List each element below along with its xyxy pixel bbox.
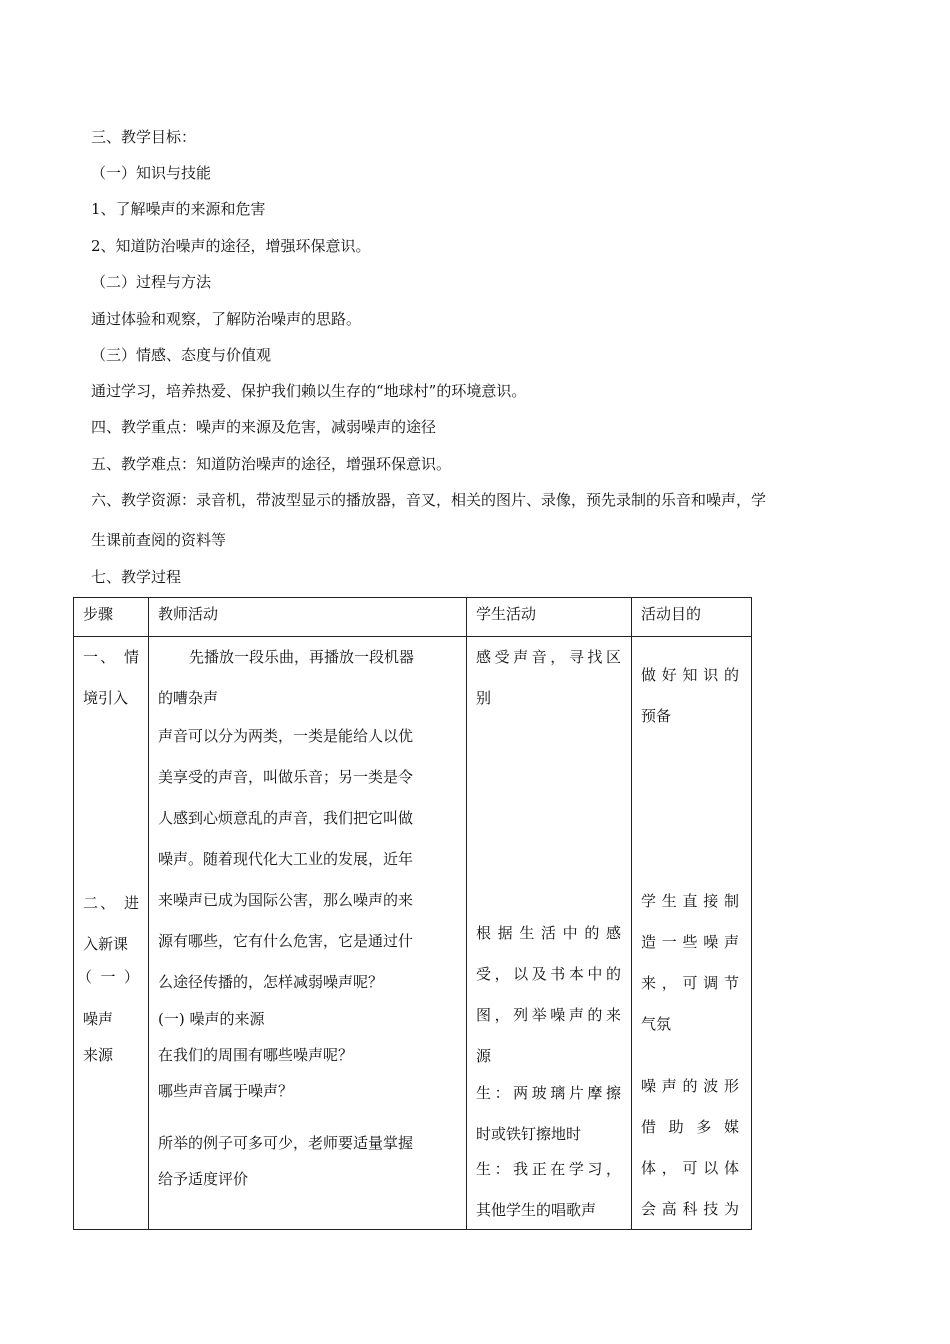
subheading-knowledge: （一）知识与技能: [91, 164, 212, 182]
teacher-text: (一) 噪声的来源: [158, 1010, 265, 1028]
purpose-text: 学生直接制: [641, 892, 739, 910]
header-teacher-activity: 教师活动: [149, 598, 467, 637]
teacher-text: 哪些声音属于噪声？: [158, 1082, 294, 1100]
teacher-text: 来噪声已成为国际公害，那么噪声的来: [158, 891, 414, 909]
purpose-text: 造一些噪声: [641, 933, 739, 951]
objective-item-2: 2、知道防治噪声的途径，增强环保意识。: [91, 237, 371, 255]
subheading-process: （二）过程与方法: [91, 273, 212, 291]
purpose-text: 预备: [641, 707, 672, 725]
student-text: 生：我正在学习，: [476, 1160, 621, 1178]
student-text: 根据生活中的感: [476, 924, 621, 942]
step-text: 入新课: [83, 935, 129, 953]
heading-key-points: 四、教学重点：噪声的来源及危害，减弱噪声的途径: [91, 418, 437, 436]
student-text: 其他学生的唱歌声: [476, 1201, 597, 1219]
purpose-text: 做好知识的: [641, 666, 739, 684]
teacher-activity-cell: [149, 637, 467, 1230]
teacher-text: 美享受的声音，叫做乐音；另一类是令: [158, 768, 414, 786]
subheading-values: （三）情感、态度与价值观: [91, 346, 272, 364]
teacher-text: 人感到心烦意乱的声音，我们把它叫做: [158, 809, 414, 827]
teacher-text: 在我们的周围有哪些噪声呢？: [158, 1046, 354, 1064]
student-text: 感受声音，寻找区: [476, 648, 621, 666]
purpose-text: 体，可以体: [641, 1159, 739, 1177]
teacher-text: 先播放一段乐曲，再播放一段机器: [189, 648, 415, 666]
purpose-text: 借助多媒: [641, 1118, 739, 1136]
step-text: 一、 情: [83, 648, 139, 666]
student-text: 时或铁钉擦地时: [476, 1125, 582, 1143]
teacher-text: 源有哪些，它有什么危害，它是通过什: [158, 932, 414, 950]
values-text: 通过学习，培养热爱、保护我们赖以生存的“地球村”的环境意识。: [91, 382, 527, 400]
heading-procedure: 七、教学过程: [91, 568, 182, 586]
teacher-text: 给予适度评价: [158, 1170, 249, 1188]
step-text: 来源: [83, 1046, 114, 1064]
teacher-text: 声音可以分为两类，一类是能给人以优: [158, 727, 414, 745]
purpose-text: 会高科技为: [641, 1200, 739, 1218]
step-text: 二、 进: [83, 894, 139, 912]
objective-item-1: 1、了解噪声的来源和危害: [91, 200, 266, 218]
table-header-row: [74, 598, 752, 637]
purpose-text: 来，可调节: [641, 974, 739, 992]
step-cell: [74, 637, 149, 1230]
step-text: 噪声: [83, 1010, 114, 1028]
student-text: 别: [476, 689, 492, 707]
header-activity-purpose: 活动目的: [632, 598, 752, 637]
purpose-text: 噪声的波形: [641, 1077, 739, 1095]
teacher-text: 么途径传播的，怎样减弱噪声呢？: [158, 973, 384, 991]
lesson-procedure-table: [73, 597, 752, 1230]
purpose-text: 气氛: [641, 1015, 672, 1033]
process-text: 通过体验和观察，了解防治噪声的思路。: [91, 310, 362, 328]
teacher-text: 的嘈杂声: [158, 689, 219, 707]
resources-continued: 生课前查阅的资料等: [91, 531, 227, 549]
student-text: 源: [476, 1047, 492, 1065]
teacher-text: 噪声。随着现代化大工业的发展，近年: [158, 850, 414, 868]
student-text: 图，列举噪声的来: [476, 1006, 621, 1024]
header-step: 步骤: [74, 598, 149, 637]
student-text: 生：两玻璃片摩擦: [476, 1084, 621, 1102]
table-row: [74, 637, 752, 1230]
activity-purpose-cell: [632, 637, 752, 1230]
header-student-activity: 学生活动: [467, 598, 632, 637]
step-text: （一）: [77, 968, 139, 986]
step-text: 境引入: [83, 689, 129, 707]
heading-objectives: 三、教学目标：: [91, 128, 197, 146]
heading-difficulties: 五、教学难点：知道防治噪声的途径，增强环保意识。: [91, 455, 452, 473]
student-activity-cell: [467, 637, 632, 1230]
student-text: 受，以及书本中的: [476, 965, 621, 983]
heading-resources: 六、教学资源：录音机，带波型显示的播放器，音叉，相关的图片、录像，预先录制的乐音和噪声，学: [91, 491, 767, 509]
teacher-text: 所举的例子可多可少，老师要适量掌握: [158, 1134, 414, 1152]
